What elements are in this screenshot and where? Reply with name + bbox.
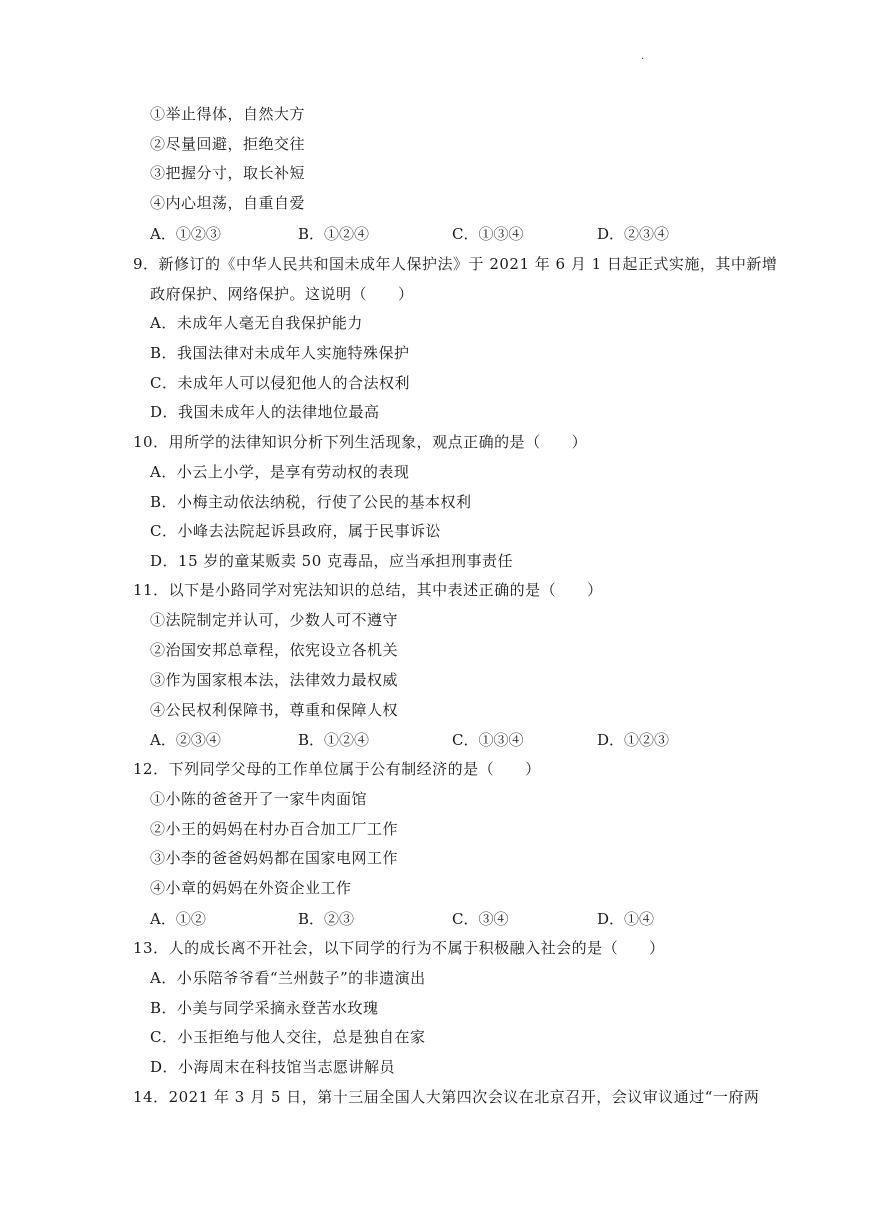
q13-option-c: C．小玉拒绝与他人交往，总是独自在家: [150, 1028, 426, 1046]
q11-option-c: C．①③④: [452, 731, 524, 749]
q8-item-1: ①举止得体，自然大方: [150, 105, 306, 123]
header-mark: .: [641, 51, 645, 62]
q9-option-d: D．我国未成年人的法律地位最高: [150, 403, 380, 421]
q8-option-a: A．①②③: [150, 225, 221, 243]
q9-stem-line-2: 政府保护、网络保护。这说明（ ）: [150, 285, 414, 303]
q8-item-3: ③把握分寸，取长补短: [150, 164, 306, 182]
q11-stem: 11．以下是小路同学对宪法知识的总结，其中表述正确的是（ ）: [133, 581, 603, 599]
q8-option-b: B．①②④: [298, 225, 370, 243]
q11-item-3: ③作为国家根本法，法律效力最权威: [150, 671, 399, 689]
q12-item-2: ②小王的妈妈在村办百合加工厂工作: [150, 820, 399, 838]
q12-item-1: ①小陈的爸爸开了一家牛肉面馆: [150, 790, 368, 808]
q9-stem-line-1: 9．新修订的《中华人民共和国未成年人保护法》于 2021 年 6 月 1 日起正式实施，其中新增: [133, 255, 778, 273]
q9-option-c: C．未成年人可以侵犯他人的合法权利: [150, 374, 410, 392]
q10-option-c: C．小峰去法院起诉县政府，属于民事诉讼: [150, 522, 441, 540]
q11-item-4: ④公民权利保障书，尊重和保障人权: [150, 701, 399, 719]
q12-option-a: A．①②: [150, 910, 206, 928]
q10-option-d: D．15 岁的童某贩卖 50 克毒品，应当承担刑事责任: [150, 552, 514, 570]
q8-option-d: D．②③④: [597, 225, 670, 243]
q12-item-3: ③小李的爸爸妈妈都在国家电网工作: [150, 849, 399, 867]
q10-option-b: B．小梅主动依法纳税，行使了公民的基本权利: [150, 493, 472, 511]
q12-option-c: C．③④: [452, 910, 509, 928]
q9-option-a: A．未成年人毫无自我保护能力: [150, 314, 363, 332]
q12-item-4: ④小章的妈妈在外资企业工作: [150, 879, 352, 897]
q9-option-b: B．我国法律对未成年人实施特殊保护: [150, 344, 410, 362]
q8-item-4: ④内心坦荡，自重自爱: [150, 194, 306, 212]
q11-item-1: ①法院制定并认可，少数人可不遵守: [150, 611, 399, 629]
q13-option-d: D．小海周末在科技馆当志愿讲解员: [150, 1058, 396, 1076]
q11-option-b: B．①②④: [298, 731, 370, 749]
q12-option-d: D．①④: [597, 910, 655, 928]
q12-stem: 12．下列同学父母的工作单位属于公有制经济的是（ ）: [133, 760, 541, 778]
q10-option-a: A．小云上小学，是享有劳动权的表现: [150, 463, 410, 481]
q13-option-b: B．小美与同学采摘永登苦水玫瑰: [150, 999, 379, 1017]
q8-option-c: C．①③④: [452, 225, 524, 243]
q11-option-a: A．②③④: [150, 731, 221, 749]
q12-option-b: B．②③: [298, 910, 355, 928]
q8-item-2: ②尽量回避，拒绝交往: [150, 135, 306, 153]
q11-option-d: D．①②③: [597, 731, 670, 749]
q14-stem: 14．2021 年 3 月 5 日，第十三届全国人大第四次会议在北京召开，会议审议通过“一府两: [133, 1088, 760, 1106]
q10-stem: 10．用所学的法律知识分析下列生活现象，观点正确的是（ ）: [133, 433, 588, 451]
q11-item-2: ②治国安邦总章程，依宪设立各机关: [150, 641, 399, 659]
q13-stem: 13．人的成长离不开社会，以下同学的行为不属于积极融入社会的是（ ）: [133, 939, 665, 957]
q13-option-a: A．小乐陪爷爷看“兰州鼓子”的非遗演出: [150, 969, 426, 987]
